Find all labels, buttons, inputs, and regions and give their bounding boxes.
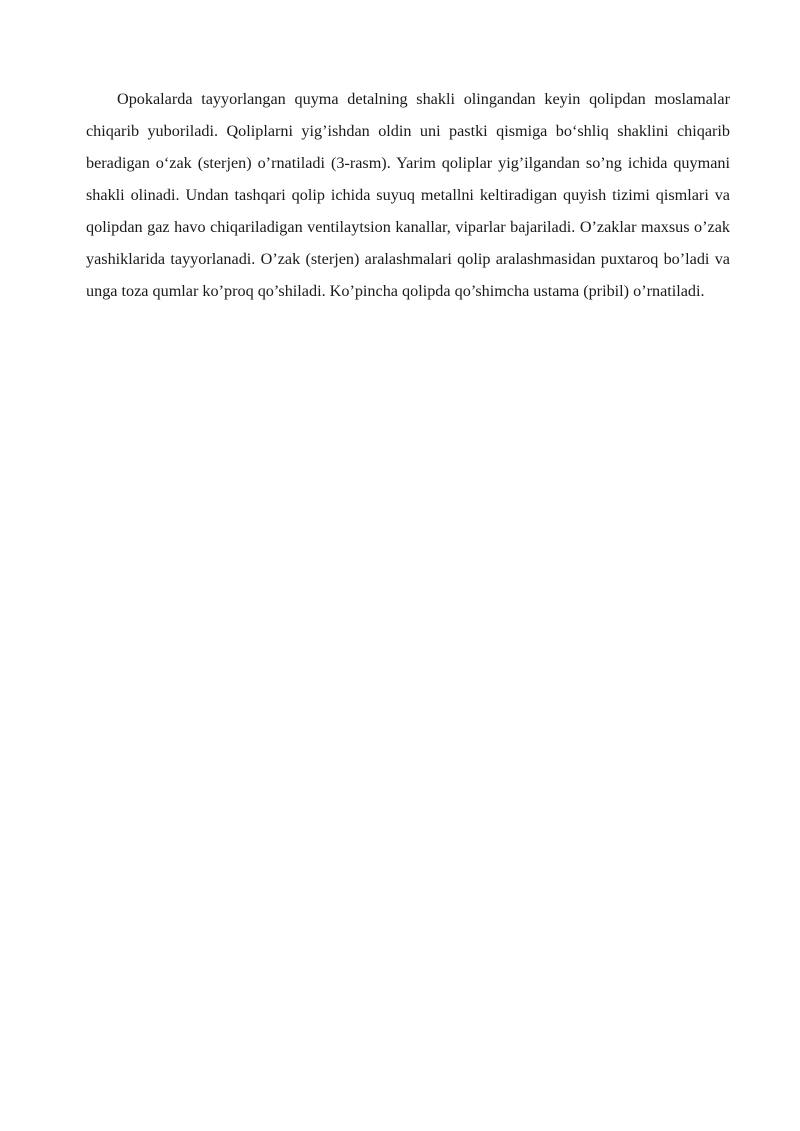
body-paragraph: Opokalarda tayyorlangan quyma detalning shakli olingandan keyin qolipdan moslamalar chiqarib yuboriladi. Qoliplarni yig’ishdan oldin uni pastki qismiga bo‘shliq shaklini chiqarib beradigan o‘zak (sterjen) o’rnatiladi (3-rasm). Yarim qoliplar yig’ilgandan so’ng ichida quymani shakli olinadi. Undan tashqari qolip ichida suyuq metallni keltiradigan quyish tizimi qismlari va qolipdan gaz havo chiqariladigan ventilaytsion kanallar, viparlar bajariladi. O’zaklar maxsus o’zak yashiklarida tayyorlanadi. O’zak (sterjen) aralashmalari qolip aralashmasidan puxtaroq bo’ladi va unga toza qumlar ko’proq qo’shiladi. Ko’pincha qolipda qo’shimcha ustama (pribil) o’rnatiladi. xyxy=(86,90,730,300)
document-body xyxy=(86,83,730,307)
